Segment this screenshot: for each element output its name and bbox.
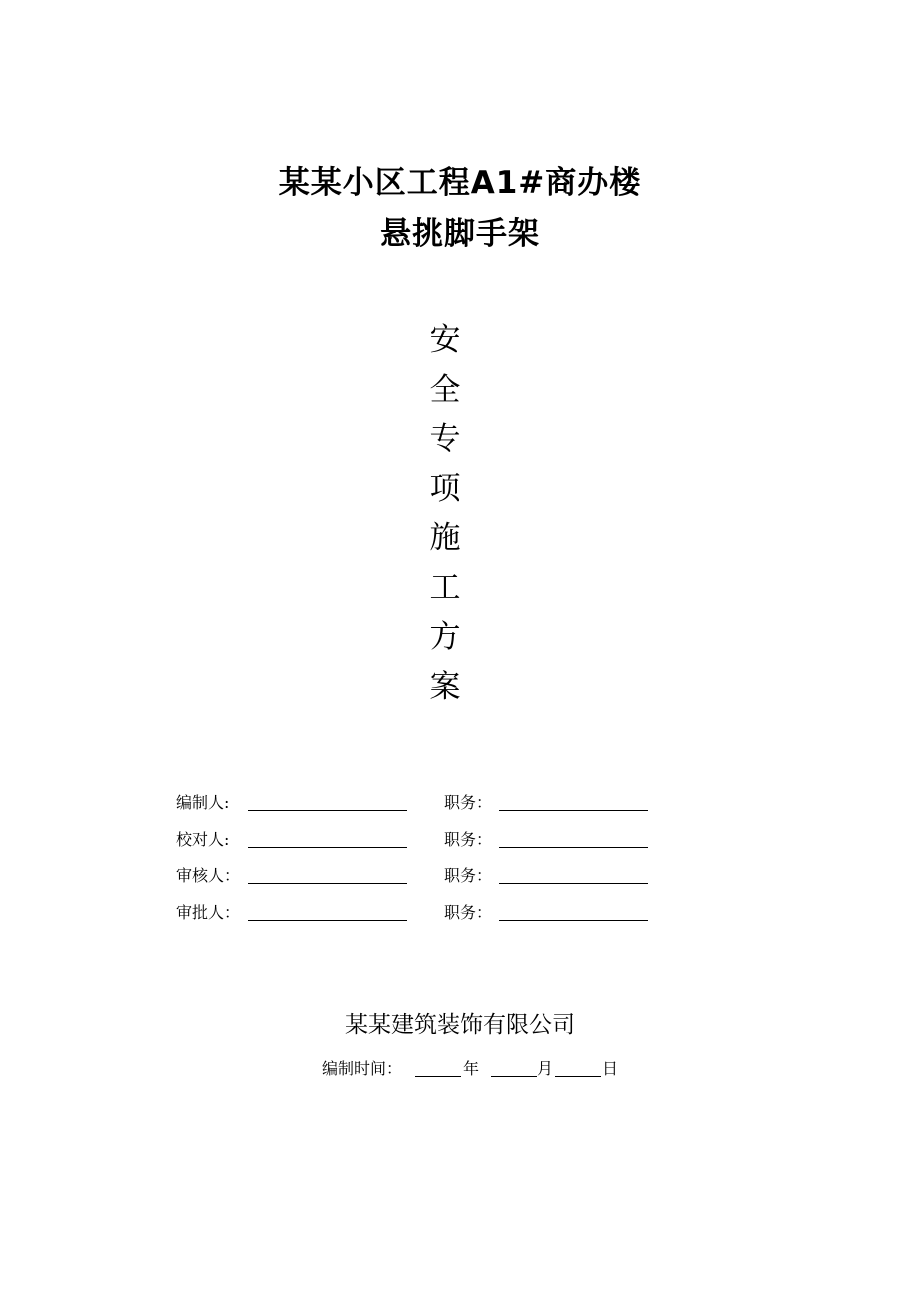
signature-blank-line — [248, 920, 407, 921]
position-label: 职务： — [444, 866, 493, 885]
position-blank-line — [499, 847, 648, 848]
vertical-subtitle-char: 项 — [429, 470, 461, 507]
compile-date-row — [322, 1055, 642, 1085]
position-label: 职务： — [444, 829, 493, 849]
document-title-line-1: 某某小区工程A1#商办楼 — [278, 165, 642, 201]
position-label: 职务： — [444, 793, 493, 812]
vertical-subtitle-char: 专 — [429, 421, 461, 457]
vertical-subtitle-char: 安 — [429, 322, 461, 358]
position-blank-line — [499, 883, 648, 884]
position-label: 职务： — [444, 902, 493, 922]
position-blank-line — [499, 920, 648, 921]
date-label: 编制时间： — [322, 1059, 403, 1078]
signature-row-proofreader — [176, 826, 656, 863]
vertical-subtitle-char: 方 — [429, 619, 461, 655]
signature-blank-line — [248, 810, 407, 811]
signature-blank-line — [248, 883, 407, 884]
day-unit: 日 — [602, 1059, 619, 1078]
month-blank-line — [491, 1076, 537, 1077]
position-blank-line — [499, 810, 648, 811]
vertical-subtitle-char: 工 — [429, 569, 461, 606]
signature-row-reviewer — [176, 862, 656, 899]
signature-block — [176, 789, 656, 935]
year-unit: 年 — [463, 1059, 480, 1078]
month-unit: 月 — [537, 1059, 554, 1078]
day-blank-line — [555, 1076, 601, 1077]
vertical-subtitle-char: 施 — [429, 520, 461, 556]
signature-label: 审批人： — [176, 902, 241, 922]
signature-blank-line — [248, 847, 407, 848]
document-title-line-2: 悬挑脚手架 — [380, 216, 540, 252]
year-blank-line — [415, 1076, 461, 1077]
signature-row-approver — [176, 899, 656, 936]
company-name: 某某建筑装饰有限公司 — [345, 1012, 575, 1038]
vertical-subtitle-char: 全 — [429, 371, 461, 408]
signature-label: 编制人: — [176, 793, 230, 812]
vertical-subtitle — [420, 318, 470, 714]
signature-label: 审核人： — [176, 866, 241, 885]
vertical-subtitle-char: 案 — [429, 668, 461, 705]
signature-row-compiler — [176, 789, 656, 826]
signature-label: 校对人: — [176, 829, 230, 849]
